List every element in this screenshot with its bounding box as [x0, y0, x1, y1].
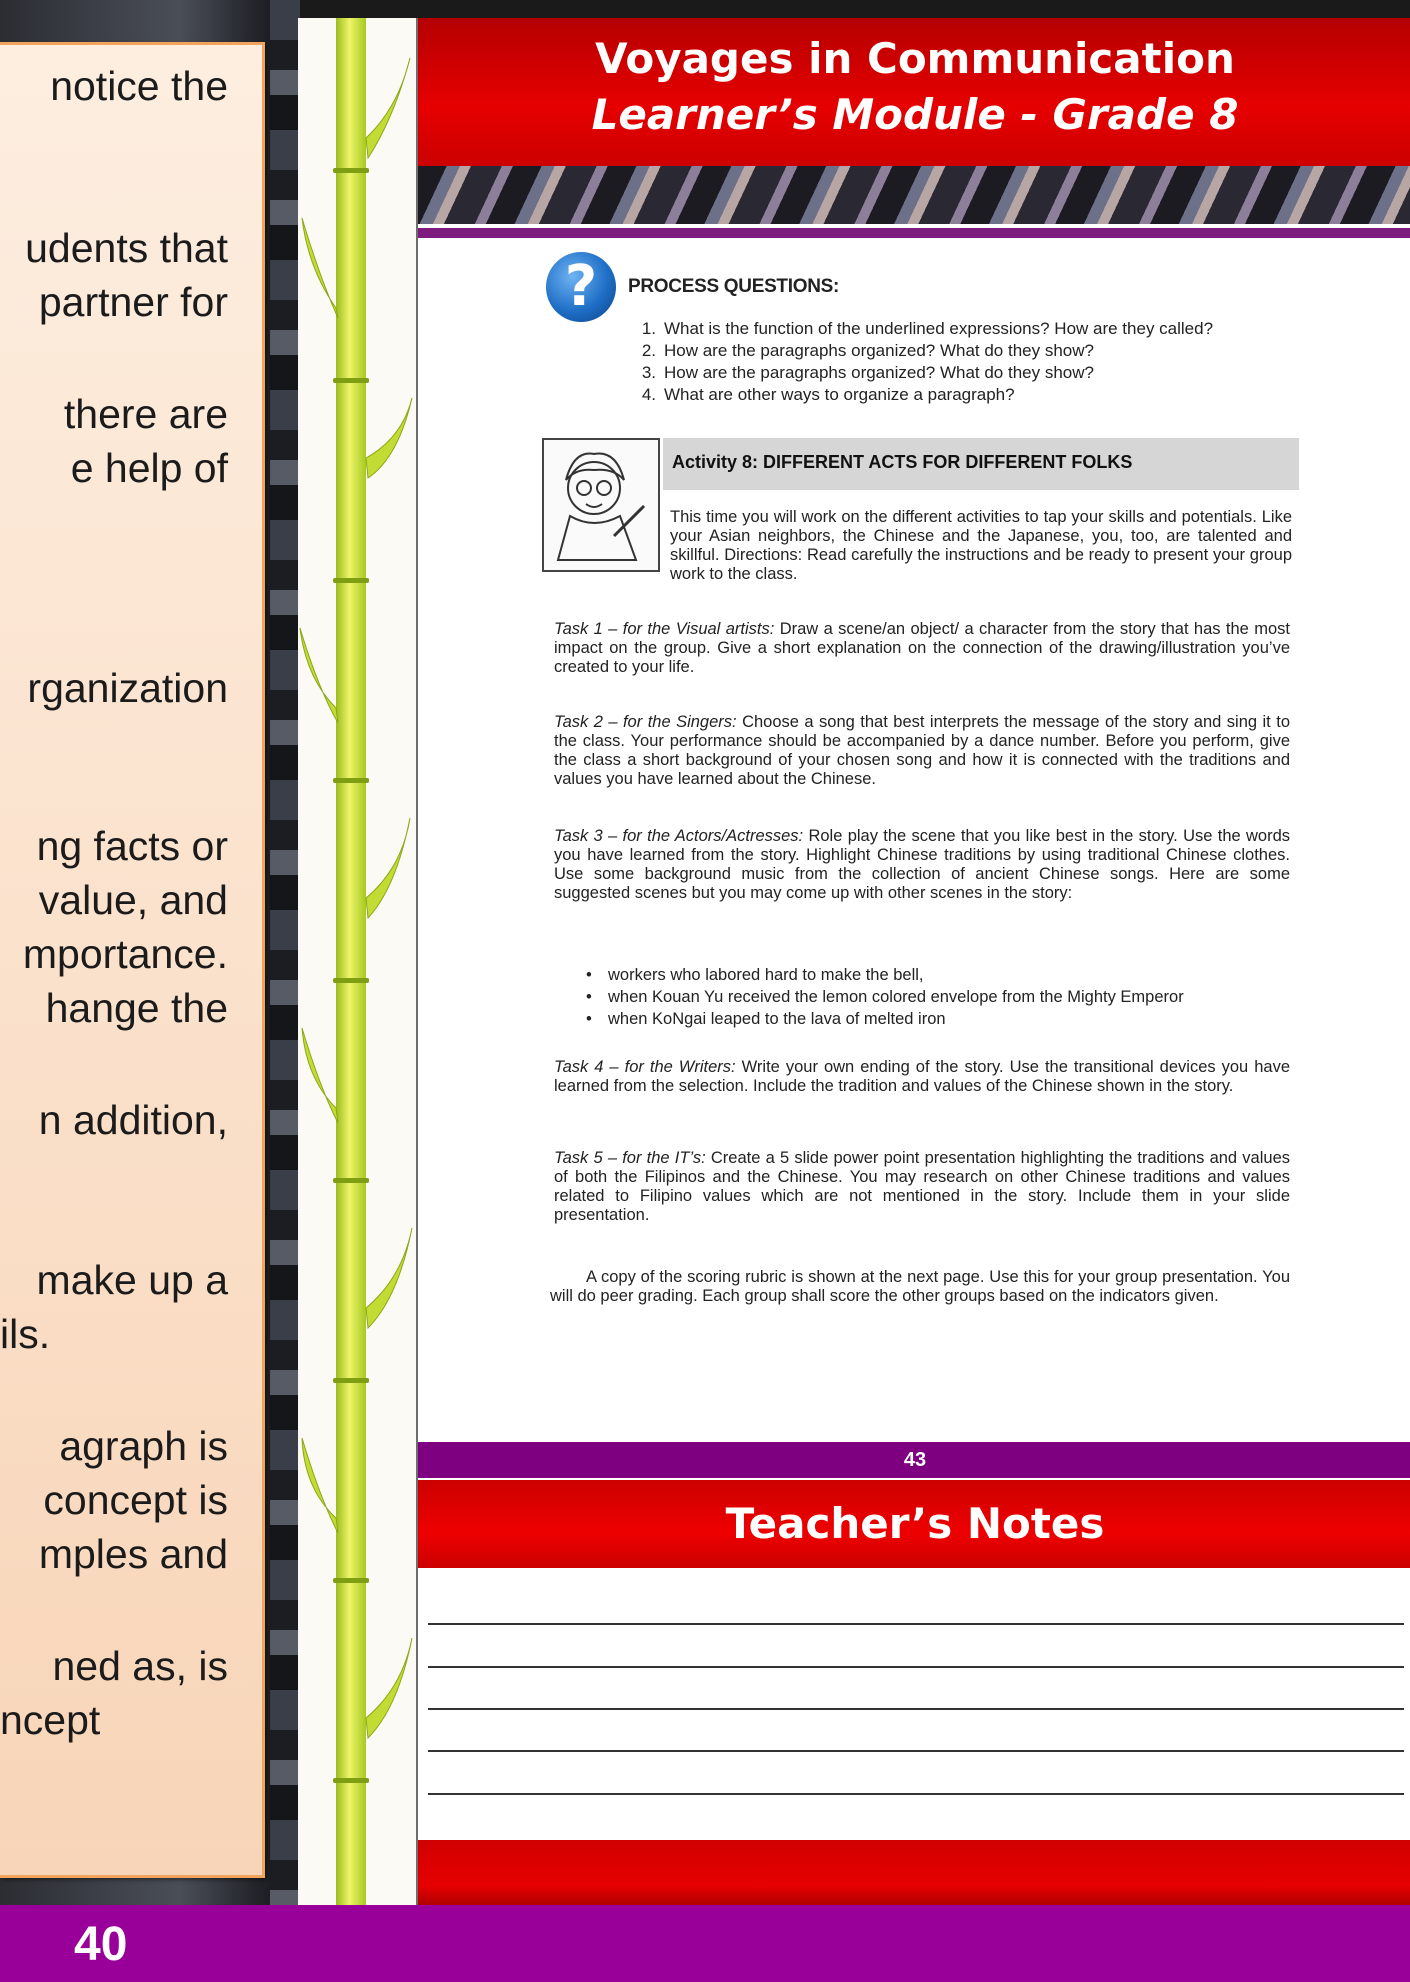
suggested-scenes-list	[586, 964, 1184, 1030]
note-line	[428, 1623, 1404, 1625]
bottom-red-band	[418, 1840, 1410, 1905]
left-panel-line: concept is	[43, 1477, 228, 1523]
process-questions-title: PROCESS QUESTIONS:	[628, 276, 840, 297]
list-item: 3. How are the paragraphs organized? What do they show?	[641, 363, 1094, 382]
left-panel-line: ned as, is	[52, 1643, 228, 1689]
task-4: Task 4 – for the Writers: Write your own ending of the story. Use the transitional devices you have learned from the selection. Include the tradition and values of the Chinese shown in the story.	[554, 1058, 1291, 1095]
note-line	[428, 1793, 1404, 1795]
task-1: Task 1 – for the Visual artists: Draw a scene/an object/ a character from the story that has the most impact on the group. Give a short explanation on the connection of the drawing/illustration you’ve created to your life.	[554, 620, 1290, 676]
process-questions-list	[628, 318, 1213, 406]
closing-paragraph: A copy of the scoring rubric is shown at the next page. Use this for your group presentation. You will do peer grading. Each group shall score the other groups based on the indicators given.	[550, 1268, 1290, 1305]
task-2: Task 2 – for the Singers: Choose a song that best interprets the message of the story and sing it to the class. Your performance should be accompanied by a dance number. Before you perform, give the class a short background of your chosen song and how it is connected with the traditions and values you have learned about the Chinese.	[554, 713, 1290, 788]
divider-rule	[418, 228, 1410, 238]
list-item: • workers who labored hard to make the bell,	[586, 964, 1184, 986]
left-panel-line: mples and	[38, 1531, 228, 1577]
left-panel-line: partner for	[38, 279, 228, 325]
list-item: • when KoNgai leaped to the lava of melted iron	[586, 1008, 1184, 1030]
list-item: 1. What is the function of the underlined expressions? How are they called?	[641, 319, 1214, 338]
left-panel-line: notice the	[50, 63, 228, 109]
note-line	[428, 1708, 1404, 1710]
left-panel-line: value, and	[38, 877, 228, 923]
module-header	[418, 18, 1410, 166]
teachers-notes-header	[418, 1480, 1410, 1568]
left-panel-line: agraph is	[59, 1423, 228, 1469]
module-title: Voyages in Communication	[595, 34, 1235, 83]
activity-title: Activity 8: DIFFERENT ACTS FOR DIFFERENT FOLKS	[672, 452, 1133, 472]
list-item: 4. What are other ways to organize a paragraph?	[641, 385, 1015, 404]
left-panel-line: udents that	[25, 225, 228, 271]
left-panel-line: ncept	[0, 1697, 101, 1743]
left-panel-line: n addition,	[38, 1097, 228, 1143]
page-footer	[0, 1905, 1410, 1982]
learners-module-page	[416, 18, 1410, 1905]
module-page-number: 43	[418, 1442, 1410, 1478]
task-5: Task 5 – for the IT’s: Create a 5 slide power point presentation highlighting the traditions and values of both the Filipinos and the Chinese. You may research on other Chinese traditions and values related to Filipino values which are not mentioned in the story. Include them in your slide presentation.	[554, 1149, 1290, 1224]
activity-intro: This time you will work on the different activities to tap your skills and potentials. Like your Asian neighbors, the Chinese and the Japanese, you, too, are talented and skillful. Directions: Read carefully the instructions and be ready to present your group work to the class.	[670, 508, 1292, 583]
left-panel-line: ng facts or	[36, 823, 228, 869]
question-mark-icon: ?	[546, 252, 616, 322]
bamboo-decoration	[298, 18, 416, 1905]
left-panel-line: mportance.	[22, 931, 228, 977]
left-panel-line: ils.	[0, 1311, 51, 1357]
module-subtitle: Learner’s Module - Grade 8	[591, 90, 1239, 139]
page-number: 40	[74, 1918, 128, 1971]
student-illustration	[542, 438, 660, 572]
left-panel-line: e help of	[70, 445, 228, 491]
note-line	[428, 1750, 1404, 1752]
list-item: 2. How are the paragraphs organized? What do they show?	[641, 341, 1094, 360]
decorative-pattern-band	[418, 166, 1410, 224]
note-line	[428, 1666, 1404, 1668]
task-3: Task 3 – for the Actors/Actresses: Role play the scene that you like best in the story. Use the words you have learned from the story. Highlight Chinese traditions by using traditional Chinese clothes. Use some background music from the collection of ancient Chinese songs. Here are some suggested scenes but you may come up with other scenes in the story:	[554, 827, 1291, 902]
left-notes-panel	[0, 42, 265, 1878]
left-panel-line: make up a	[36, 1257, 228, 1303]
list-item: • when Kouan Yu received the lemon colored envelope from the Mighty Emperor	[586, 986, 1184, 1008]
left-panel-line: hange the	[45, 985, 228, 1031]
teachers-notes-title: Teacher’s Notes	[725, 1499, 1105, 1548]
left-panel-line: there are	[63, 391, 228, 437]
left-panel-line: rganization	[27, 665, 228, 711]
